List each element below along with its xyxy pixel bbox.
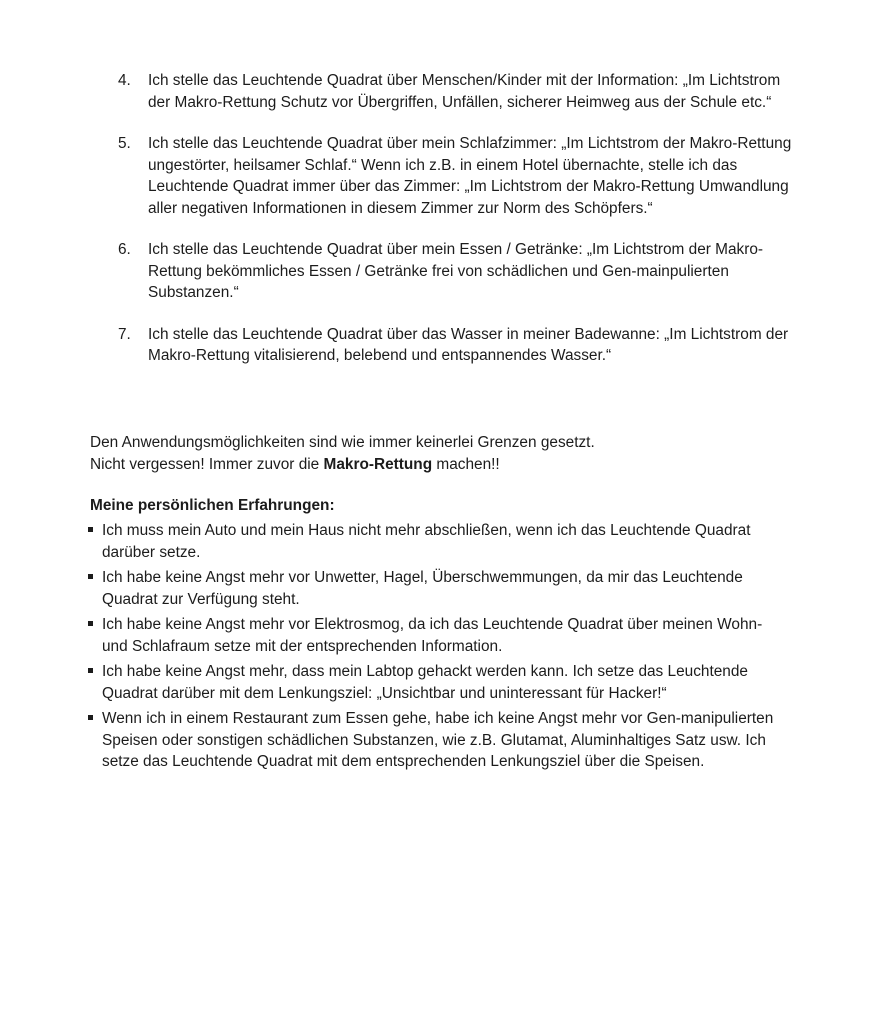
item-number: 4. bbox=[118, 72, 131, 89]
bullet-square-icon bbox=[88, 621, 93, 626]
experience-text: Ich habe keine Angst mehr vor Elektrosmog, da ich das Leuchtende Quadrat über meinen Wohn- und Schlafraum setze mit der entsprechenden Information. bbox=[102, 616, 763, 655]
experience-item bbox=[86, 708, 786, 773]
item-text: Ich stelle das Leuchtende Quadrat über das Wasser in meiner Badewanne: „Im Lichtstrom der Makro-Rettung vitalisierend, belebend und entspannendes Wasser.“ bbox=[148, 325, 789, 364]
experiences-heading: Meine persönlichen Erfahrungen: bbox=[90, 497, 335, 514]
experience-text: Ich muss mein Auto und mein Haus nicht mehr abschließen, wenn ich das Leuchtende Quadrat darüber setze. bbox=[102, 522, 751, 561]
experience-item bbox=[86, 614, 786, 657]
experience-text: Ich habe keine Angst mehr, dass mein Labtop gehackt werden kann. Ich setze das Leuchtende Quadrat darüber mit dem Lenkungsziel: „Unsichtbar und uninteressant für Hacker!“ bbox=[102, 663, 748, 702]
experience-text: Ich habe keine Angst mehr vor Unwetter, Hagel, Überschwemmungen, da mir das Leuchtende Quadrat zur Verfügung steht. bbox=[102, 569, 743, 608]
bullet-square-icon bbox=[88, 715, 93, 720]
closing-line-2-prefix: Nicht vergessen! Immer zuvor die bbox=[90, 455, 324, 473]
item-text: Ich stelle das Leuchtende Quadrat über mein Essen / Getränke: „Im Lichtstrom der Makro-Rettung bekömmliches Essen / Getränke frei von schädlichen und Gen-mainpulierten Substanzen.“ bbox=[148, 241, 764, 301]
item-number: 7. bbox=[118, 325, 131, 343]
closing-line-2-bold: Makro-Rettung bbox=[323, 455, 433, 473]
numbered-list bbox=[118, 70, 798, 387]
item-text: Ich stelle das Leuchtende Quadrat über mein Schlafzimmer: „Im Lichtstrom der Makro-Rettung ungestörter, heilsamer Schlaf.“ Wenn ich z.B. in einem Hotel übernachte, stelle ich das Leuchtende Quadrat immer über das Zimmer: „Im Lichtstrom der Makro-Rettung Umwandlung aller negativen Informationen in diesem Zimmer zur Norm des Schöpfers.“ bbox=[148, 135, 792, 217]
item-number: 5. bbox=[118, 135, 131, 152]
closing-paragraph bbox=[90, 432, 810, 475]
bullet-square-icon bbox=[88, 668, 93, 673]
numbered-item bbox=[118, 324, 798, 367]
closing-line-2 bbox=[90, 454, 810, 476]
closing-line-2-suffix: machen!! bbox=[432, 455, 500, 473]
experience-item bbox=[86, 567, 786, 610]
bullet-square-icon bbox=[88, 527, 93, 532]
bullet-square-icon bbox=[88, 574, 93, 579]
experience-item bbox=[86, 520, 786, 563]
numbered-item bbox=[118, 239, 798, 304]
experiences-list bbox=[86, 520, 786, 777]
item-number: 6. bbox=[118, 241, 131, 258]
item-text: Ich stelle das Leuchtende Quadrat über Menschen/Kinder mit der Information: „Im Lichtstrom der Makro-Rettung Schutz vor Übergriffen, Unfällen, sicherer Heimweg aus der Schule etc.“ bbox=[148, 72, 781, 111]
numbered-item bbox=[118, 133, 798, 219]
closing-line-1: Den Anwendungsmöglichkeiten sind wie immer keinerlei Grenzen gesetzt. bbox=[90, 434, 595, 451]
numbered-item bbox=[118, 70, 798, 113]
experience-text: Wenn ich in einem Restaurant zum Essen gehe, habe ich keine Angst mehr vor Gen-manipulierten Speisen oder sonstigen schädlichen Substanzen, wie z.B. Glutamat, Aluminhaltiges Satz usw. Ich setze das Leuchtende Quadrat mit dem entsprechenden Lenkungsziel über die Speisen. bbox=[102, 710, 774, 770]
experience-item bbox=[86, 661, 786, 704]
